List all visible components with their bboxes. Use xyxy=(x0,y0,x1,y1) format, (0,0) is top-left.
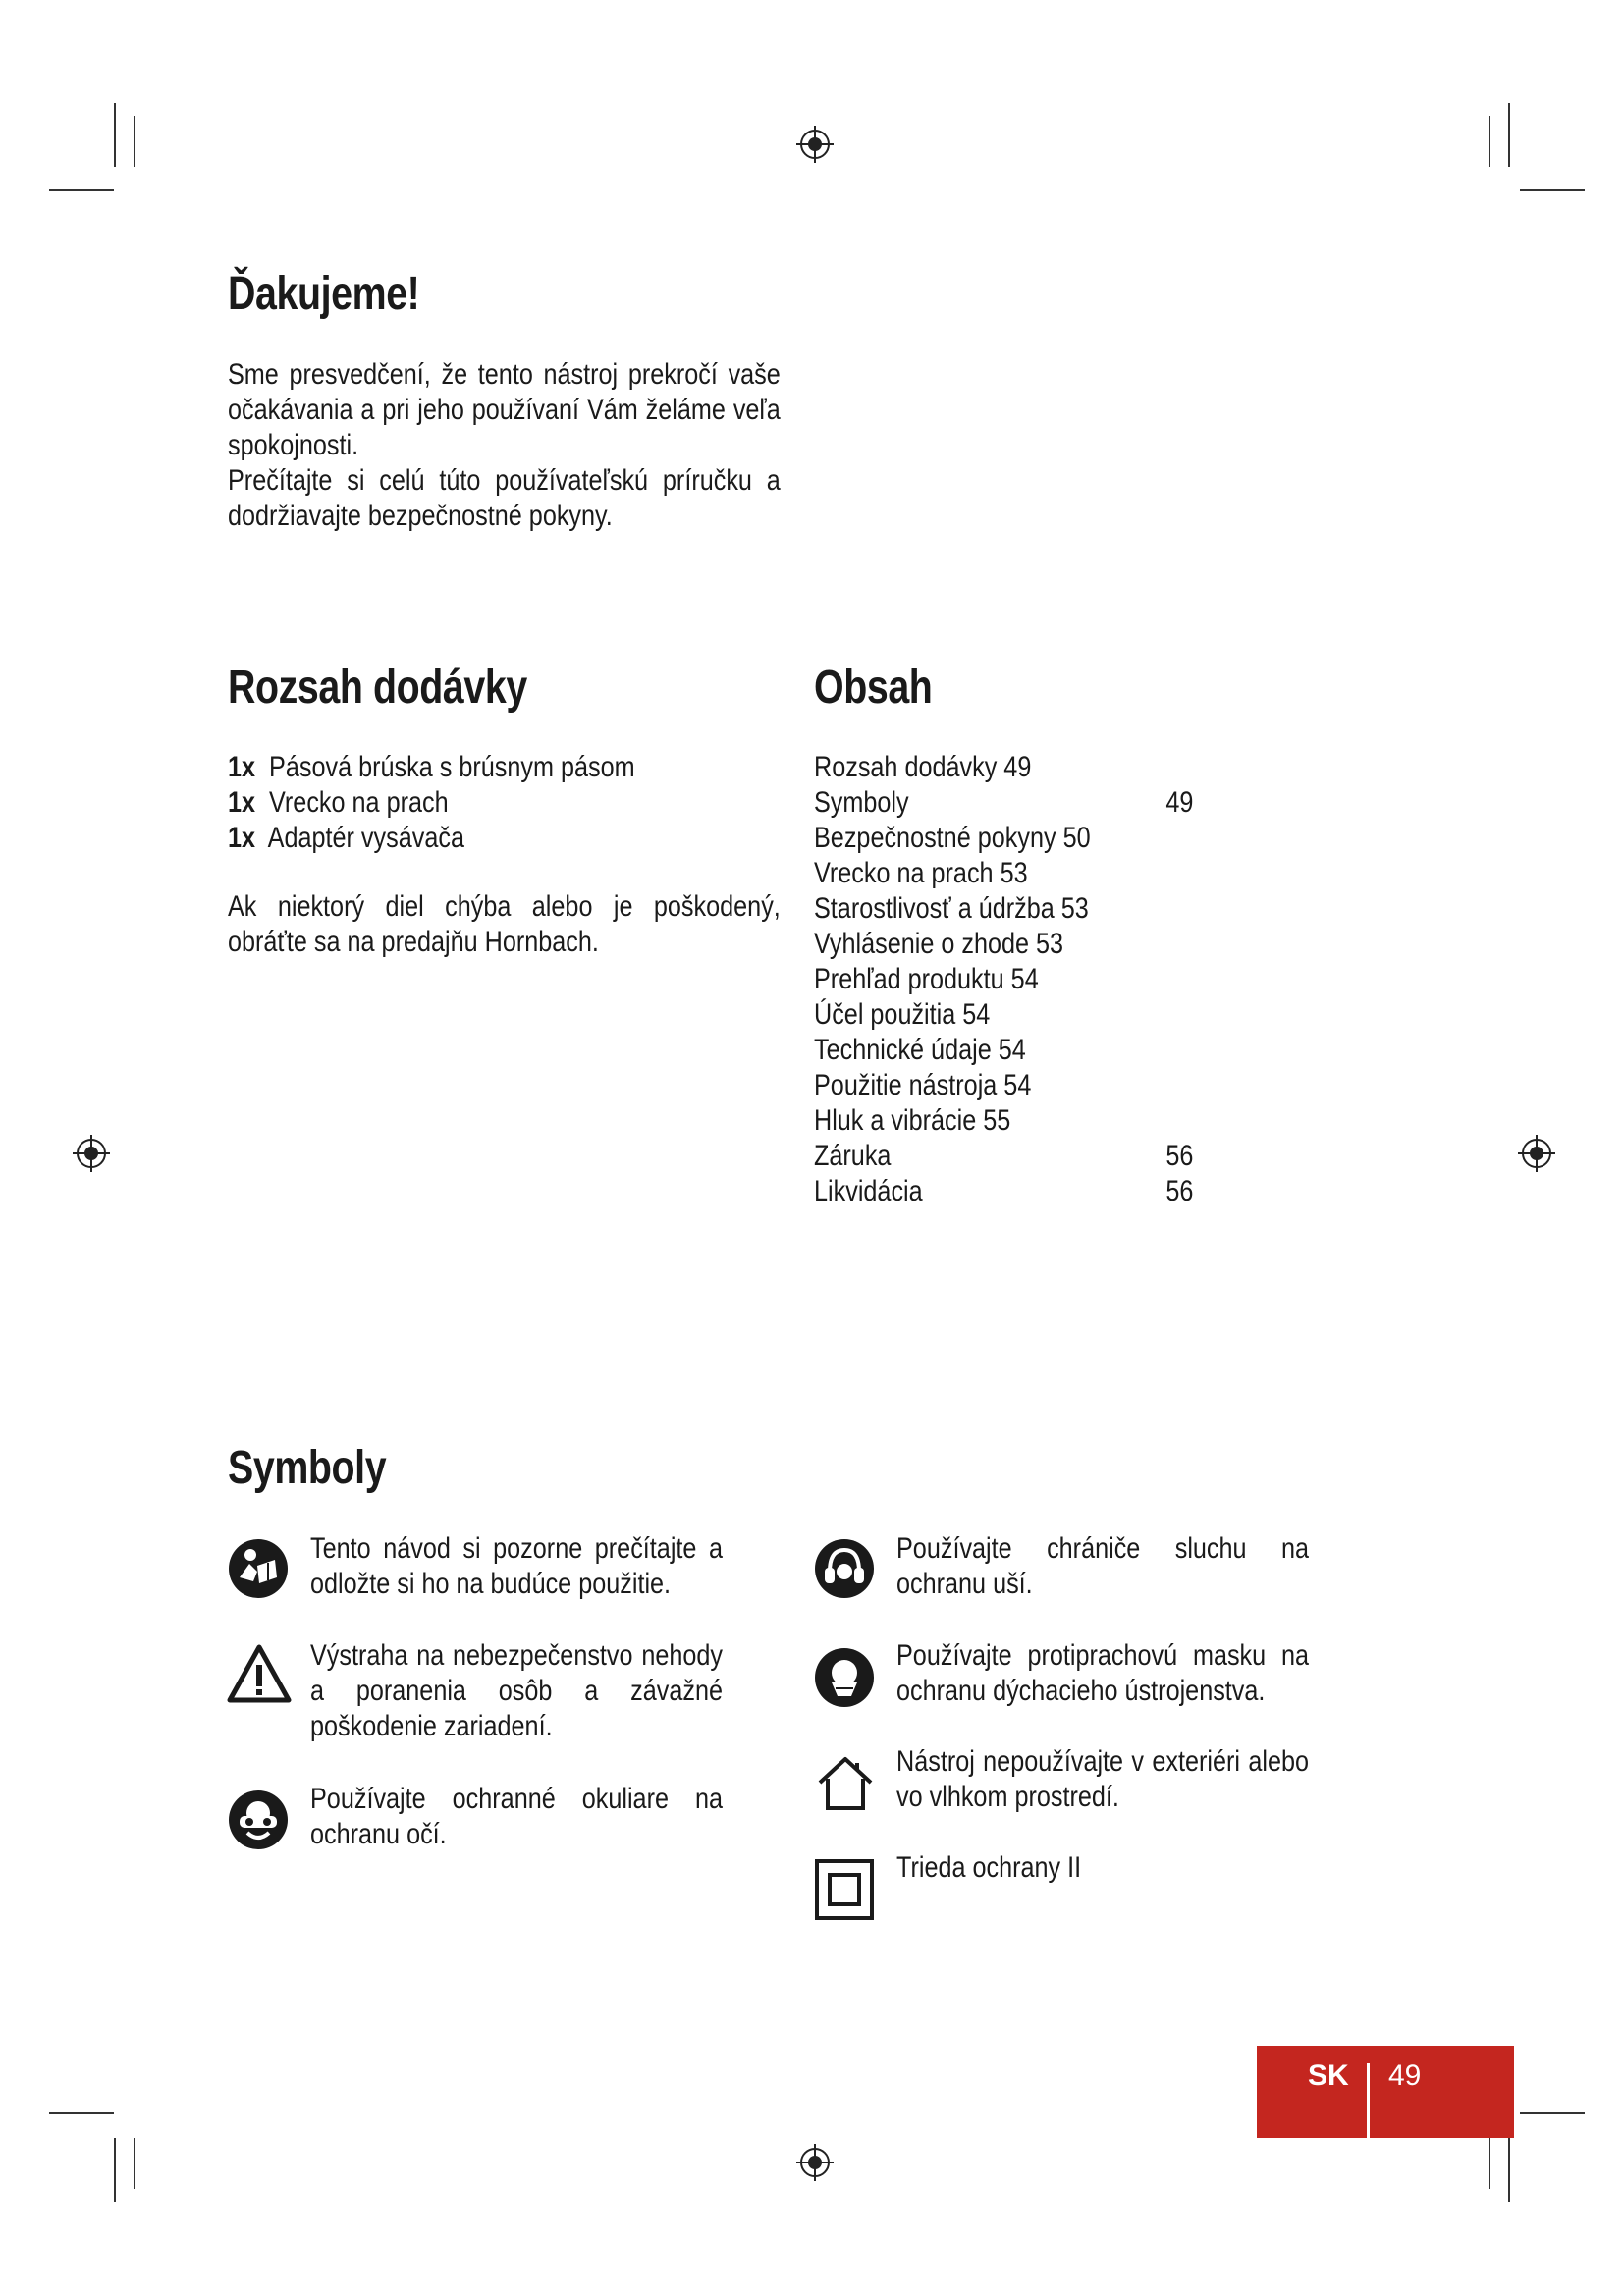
registration-target-icon xyxy=(1517,1134,1556,1173)
symbols-title: Symboly xyxy=(228,1442,387,1494)
symbol-text: Nástroj nepoužívajte v exteriéri alebo vo vlhkom prostredí. xyxy=(896,1745,1309,1813)
toc-row[interactable] xyxy=(814,1139,905,1174)
toc-row[interactable] xyxy=(814,1174,944,1209)
toc-label: Prehľad produktu 54 xyxy=(814,963,1039,995)
toc-row[interactable] xyxy=(814,962,1081,997)
toc-row[interactable] xyxy=(814,856,1068,891)
delivery-note xyxy=(228,889,781,960)
indoor-only-house-icon xyxy=(814,1753,877,1814)
toc-label: Vyhlásenie o zhode 53 xyxy=(814,928,1064,960)
toc-label: Technické údaje 54 xyxy=(814,1034,1026,1066)
toc-row[interactable] xyxy=(814,785,927,821)
symbol-text: Trieda ochrany II xyxy=(896,1851,1082,1884)
protection-class-ii-icon xyxy=(814,1858,875,1921)
contents-list xyxy=(814,750,1364,1221)
thanks-paragraph-2: Prečítajte si celú túto používateľskú príručku a dodržiavajte bezpečnostné pokyny. xyxy=(228,464,781,532)
contents-title: Obsah xyxy=(814,662,933,714)
symbol-text-ear-protection xyxy=(896,1531,1309,1602)
delivery-item xyxy=(228,821,464,856)
page-number: 49 xyxy=(1388,2059,1422,2092)
symbol-text-warning xyxy=(310,1638,723,1744)
footer-divider xyxy=(1367,2063,1370,2138)
thanks-text xyxy=(228,357,781,534)
toc-row[interactable] xyxy=(814,1103,1048,1139)
dust-mask-icon xyxy=(814,1647,875,1708)
toc-label: Bezpečnostné pokyny 50 xyxy=(814,822,1091,854)
toc-label: Likvidácia xyxy=(814,1175,923,1207)
toc-page: 49 xyxy=(1164,786,1193,819)
toc-label: Záruka xyxy=(814,1140,892,1172)
symbol-text: Výstraha na nebezpečenstvo nehody a poranenia osôb a závažné poškodenie zariadení. xyxy=(310,1639,723,1742)
registration-target-icon xyxy=(795,125,835,164)
symbol-text-protection-class xyxy=(896,1850,1309,1886)
toc-row[interactable] xyxy=(814,1033,1066,1068)
safety-goggles-icon xyxy=(228,1789,289,1850)
symbol-text-read-manual xyxy=(310,1531,723,1602)
toc-label: Starostlivosť a údržba 53 xyxy=(814,892,1089,925)
symbol-text: Používajte ochranné okuliare na ochranu očí. xyxy=(310,1783,723,1850)
toc-page: 56 xyxy=(1164,1175,1193,1207)
symbol-text-dust-mask xyxy=(896,1638,1309,1709)
warning-triangle-icon xyxy=(226,1643,293,1704)
registration-target-icon xyxy=(72,1134,111,1173)
thanks-paragraph-1: Sme presvedčení, že tento nástroj prekročí vaše očakávania a pri jeho používaní Vám želáme veľa spokojnosti. xyxy=(228,358,781,461)
delivery-qty: 1x xyxy=(228,822,256,854)
page-footer-tab xyxy=(1257,2046,1514,2138)
toc-row[interactable] xyxy=(814,821,1143,856)
registration-target-icon xyxy=(795,2143,835,2182)
symbol-text: Používajte protiprachovú masku na ochranu dýchacieho ústrojenstva. xyxy=(896,1639,1309,1707)
delivery-title: Rozsah dodávky xyxy=(228,662,527,714)
read-manual-icon xyxy=(228,1538,289,1599)
toc-page: 56 xyxy=(1164,1140,1193,1172)
delivery-item xyxy=(228,785,449,821)
toc-row[interactable] xyxy=(814,997,1023,1033)
toc-label: Účel použitia 54 xyxy=(814,998,991,1031)
toc-label: Rozsah dodávky 49 xyxy=(814,751,1032,783)
symbol-text: Tento návod si pozorne prečítajte a odložte si ho na budúce použitie. xyxy=(310,1532,723,1600)
symbol-text-indoor-only xyxy=(896,1744,1309,1815)
delivery-label: Pásová brúska s brúsnym pásom xyxy=(269,751,635,783)
delivery-item xyxy=(228,750,635,785)
language-code: SK xyxy=(1308,2059,1349,2092)
toc-row[interactable] xyxy=(814,891,1141,927)
toc-label: Symboly xyxy=(814,786,909,819)
toc-row[interactable] xyxy=(814,750,1073,785)
toc-label: Použitie nástroja 54 xyxy=(814,1069,1032,1101)
delivery-label: Vrecko na prach xyxy=(269,786,449,819)
toc-row[interactable] xyxy=(814,927,1110,962)
delivery-qty: 1x xyxy=(228,786,256,819)
delivery-label: Adaptér vysávača xyxy=(267,822,464,854)
delivery-note-text: Ak niektorý diel chýba alebo je poškodený, obráťte sa na predajňu Hornbach. xyxy=(228,890,781,958)
ear-protection-icon xyxy=(814,1538,875,1599)
thanks-title: Ďakujeme! xyxy=(228,268,420,320)
toc-label: Hluk a vibrácie 55 xyxy=(814,1104,1011,1137)
toc-row[interactable] xyxy=(814,1068,1073,1103)
symbol-text-goggles xyxy=(310,1782,723,1852)
toc-label: Vrecko na prach 53 xyxy=(814,857,1028,889)
symbol-text: Používajte chrániče sluchu na ochranu uší. xyxy=(896,1532,1309,1600)
delivery-qty: 1x xyxy=(228,751,256,783)
